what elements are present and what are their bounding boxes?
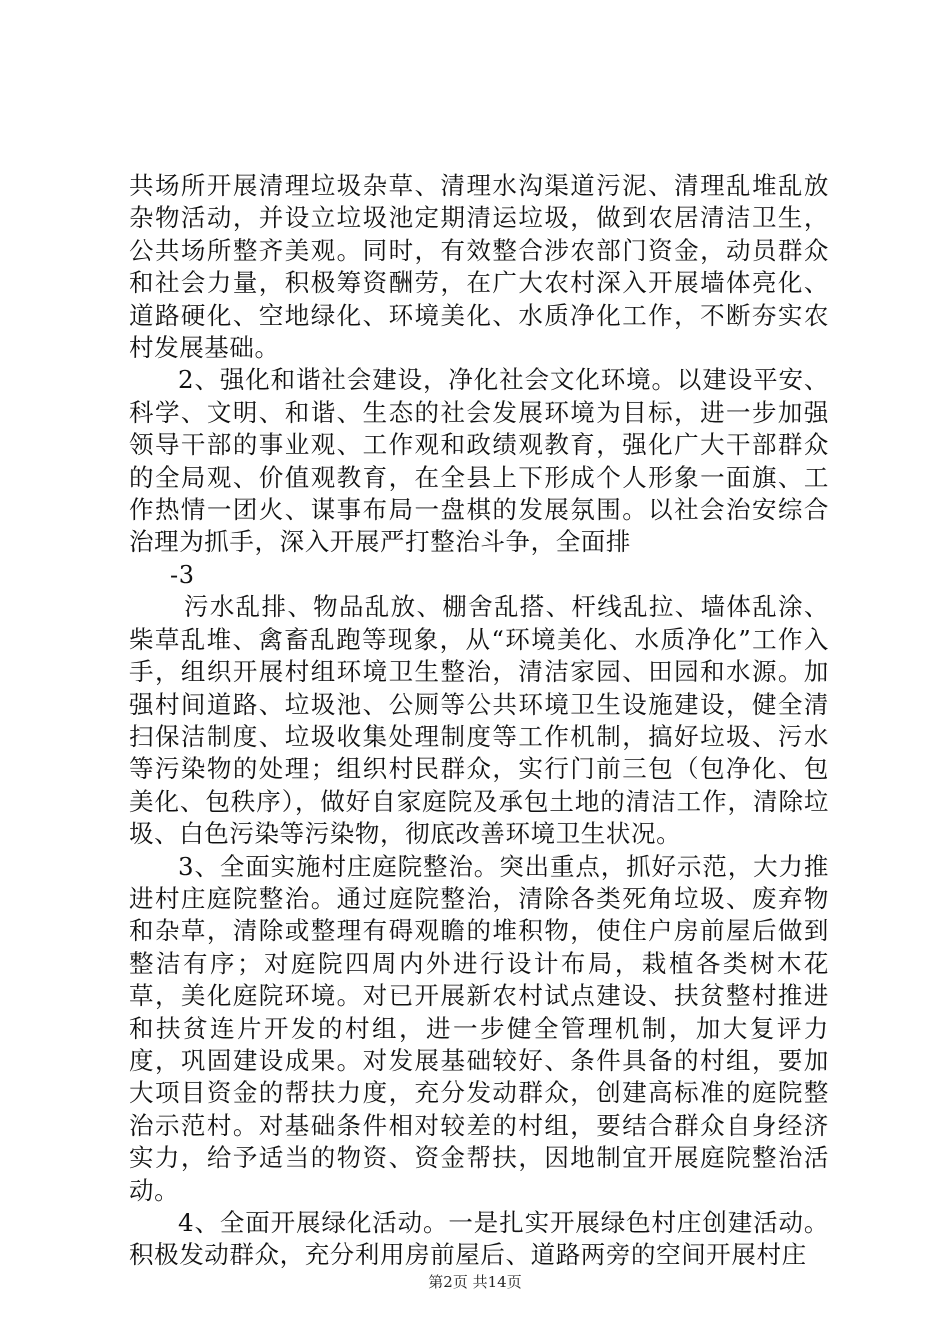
paragraph-continuation: 共场所开展清理垃圾杂草、清理水沟渠道污泥、清理乱堆乱放杂物活动，并设立垃圾池定期清运垃圾，做到农居清洁卫生，公共场所整齐美观。同时，有效整合涉农部门资金，动员群众和社会力量，积极筹资酬劳，在广大农村深入开展墙体亮化、道路硬化、空地绿化、环境美化、水质净化工作，不断夯实农村发展基础。 — [129, 171, 829, 363]
document-body — [129, 170, 829, 1272]
paragraph-sanitation: 污水乱排、物品乱放、棚舍乱搭、杆线乱拉、墙体乱涂、柴草乱堆、禽畜乱跑等现象，从“环境美化、水质净化”工作入手，组织开展村组环境卫生整治，清洁家园、田园和水源。加强村间道路、垃圾池、公厕等公共环境卫生设施建设，健全清扫保洁制度、垃圾收集处理制度等工作机制，搞好垃圾、污水等污染物的处理；组织村民群众，实行门前三包（包净化、包美化、包秩序），做好自家庭院及承包土地的清洁工作，清除垃圾、白色污染等污染物，彻底改善环境卫生状况。 — [129, 592, 829, 849]
page-break-marker: -3 — [170, 560, 195, 589]
paragraph-section-2: 2、强化和谐社会建设，净化社会文化环境。以建设平安、科学、文明、和谐、生态的社会发展环境为目标，进一步加强领导干部的事业观、工作观和政绩观教育，强化广大干部群众的全局观、价值观教育，在全县上下形成个人形象一面旗、工作热情一团火、谋事布局一盘棋的发展氛围。以社会治安综合治理为抓手，深入开展严打整治斗争，全面排 — [129, 365, 829, 557]
page-footer: 第2页 共14页 — [428, 1273, 522, 1291]
paragraph-section-3: 3、全面实施村庄庭院整治。突出重点，抓好示范，大力推进村庄庭院整治。通过庭院整治，清除各类死角垃圾、废弃物和杂草，清除或整理有碍观瞻的堆积物，使住户房前屋后做到整洁有序；对庭院四周内外进行设计布局，栽植各类树木花草，美化庭院环境。对已开展新农村试点建设、扶贫整村推进和扶贫连片开发的村组，进一步健全管理机制，加大复评力度，巩固建设成果。对发展基础较好、条件具备的村组，要加大项目资金的帮扶力度，充分发动群众，创建高标准的庭院整治示范村。对基础条件相对较差的村组，要结合群众自身经济实力，给予适当的物资、资金帮扶，因地制宜开展庭院整治活动。 — [129, 851, 829, 1205]
paragraph-section-4: 4、全面开展绿化活动。一是扎实开展绿色村庄创建活动。积极发动群众，充分利用房前屋后、道路两旁的空间开展村庄 — [129, 1208, 829, 1270]
